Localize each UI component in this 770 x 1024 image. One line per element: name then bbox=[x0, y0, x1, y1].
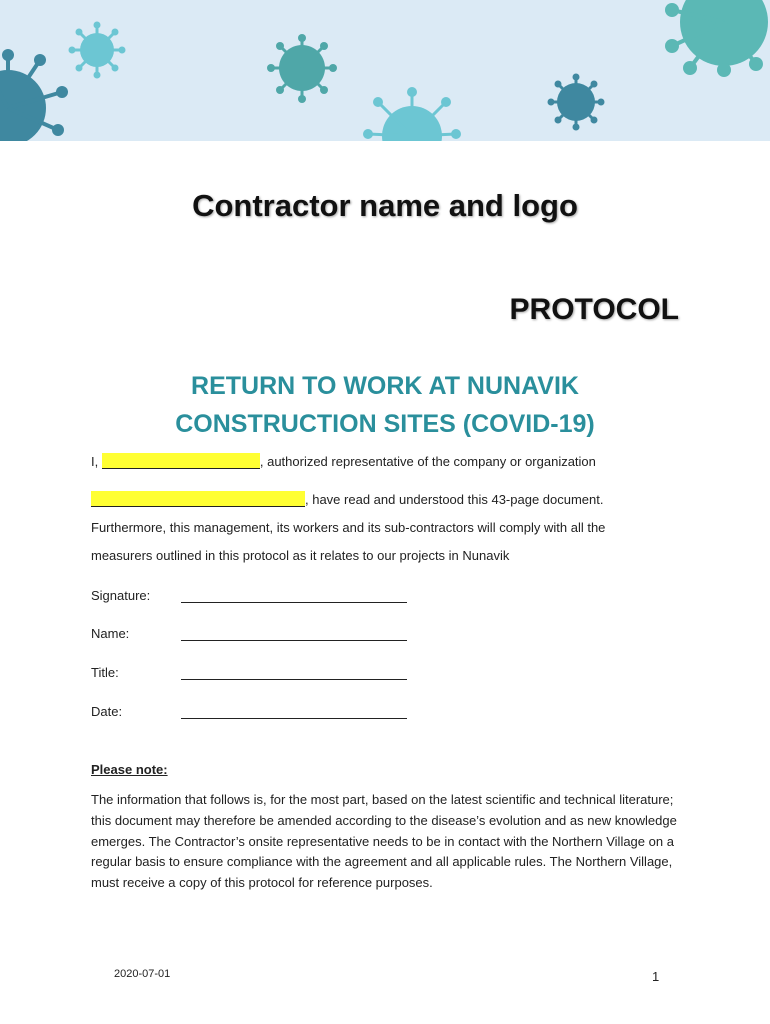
declaration-line-2-suffix: , have read and understood this 43-page document. bbox=[305, 492, 604, 507]
declaration-line-3: Furthermore, this management, its workers and its sub-contractors will comply with all the bbox=[91, 520, 606, 535]
note-body: The information that follows is, for the most part, based on the latest scientific and technical literature; this document may therefore be amended according to the disease’s evolution and as new knowledge emerges. The Contractor’s onsite representative needs to be in contact with the Northern Village on a regular basis to ensure compliance with the agreement and all applicable rules. The Northern Village, must receive a copy of this protocol for reference purposes. bbox=[91, 792, 677, 891]
title-label: Title: bbox=[91, 665, 119, 680]
title-field[interactable] bbox=[181, 679, 407, 680]
declaration-line-4: measurers outlined in this protocol as it relates to our projects in Nunavik bbox=[91, 548, 510, 563]
contractor-name-logo-placeholder: Contractor name and logo bbox=[192, 188, 578, 223]
page-number: 1 bbox=[652, 969, 660, 984]
declaration-line-2 bbox=[91, 491, 604, 507]
declaration-prefix: I, bbox=[91, 454, 99, 469]
note-heading: Please note: bbox=[91, 762, 168, 777]
representative-name-field[interactable] bbox=[102, 453, 260, 469]
name-label: Name: bbox=[91, 626, 130, 641]
date-field[interactable] bbox=[181, 718, 407, 719]
footer-date: 2020-07-01 bbox=[114, 968, 171, 980]
signature-label: Signature: bbox=[91, 588, 151, 603]
title-line-2: CONSTRUCTION SITES (COVID-19) bbox=[175, 410, 595, 438]
company-name-field[interactable] bbox=[91, 491, 305, 507]
title-line-1: RETURN TO WORK AT NUNAVIK bbox=[191, 372, 579, 400]
declaration-line-1-suffix: , authorized representative of the company or organization bbox=[259, 454, 596, 469]
declaration-line-1 bbox=[91, 453, 596, 469]
signature-field[interactable] bbox=[181, 602, 407, 603]
header-banner bbox=[0, 0, 770, 141]
document-type-heading: PROTOCOL bbox=[509, 293, 679, 326]
virus-decoration-icon bbox=[0, 0, 770, 141]
document-title bbox=[0, 367, 770, 443]
date-label: Date: bbox=[91, 704, 123, 719]
name-field[interactable] bbox=[181, 640, 407, 641]
